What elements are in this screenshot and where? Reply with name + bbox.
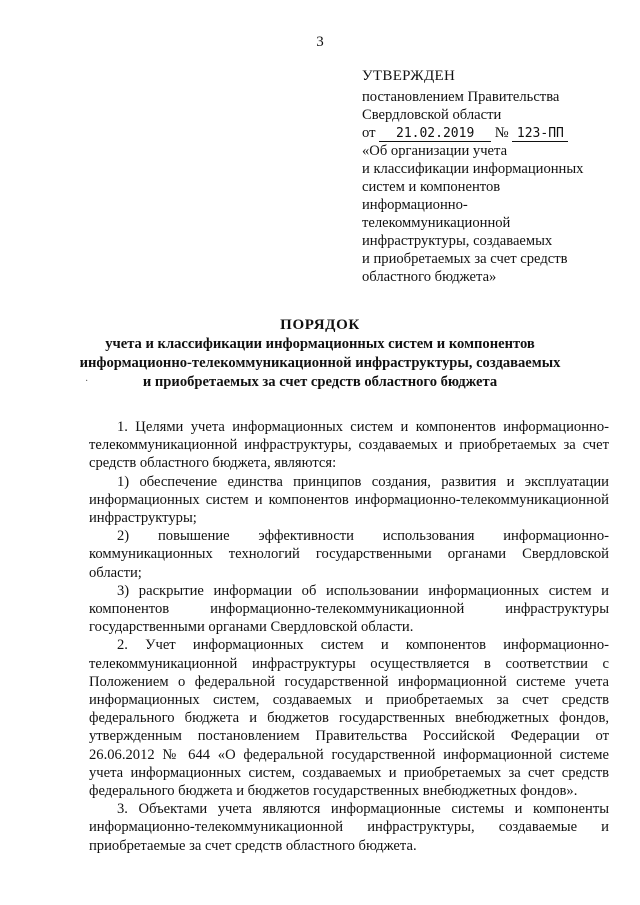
document-subtitle-line: и приобретаемых за счет средств областного бюджета — [142, 374, 498, 390]
approval-subject-line: и классификации информационных — [362, 161, 584, 177]
scan-mark: · — [85, 376, 89, 387]
paragraph: 3) раскрытие информации об использовании информационных систем и компонентов информационно-телекоммуникационной инфраструктуры государственными органами Свердловской области. — [89, 582, 609, 636]
approval-title: УТВЕРЖДЕН — [362, 68, 456, 84]
approval-subject-line: телекоммуникационной — [362, 215, 511, 231]
document-subtitle-line: информационно-телекоммуникационной инфраструктуры, создаваемых — [79, 355, 561, 371]
paragraph: 2) повышение эффективности использования информационно-коммуникационных технологий государственными органами Свердловской области; — [89, 528, 609, 581]
approval-date-line — [362, 124, 602, 142]
document-body — [89, 418, 609, 855]
paragraph: 1. Целями учета информационных систем и компонентов информационно-телекоммуникационной инфраструктуры, создаваемых и приобретаемых за счет средств областного бюджета, являются: — [89, 419, 609, 472]
paragraph: 2. Учет информационных систем и компонентов информационно-телекоммуникационной инфраструктуры осуществляется в соответствии с Положением о федеральной государственной информационной системе учета информационных систем, создаваемых и приобретаемых за счет средств федерального бюджета и бюджетов государственных внебюджетных фондов, утвержденным постановлением Правительства Российской Федерации от 26.06.2012 № 644 «О федеральной государственной информационной системе учета информационных систем, создаваемых и приобретаемых за счет средств федерального бюджета и бюджетов государственных внебюджетных фондов». — [89, 637, 609, 800]
approval-number: 123-ПП — [512, 126, 568, 142]
approval-line: постановлением Правительства — [362, 89, 560, 105]
date-prefix: от — [362, 125, 376, 141]
approval-subject-line: инфраструктуры, создаваемых — [362, 233, 553, 249]
document-heading — [0, 316, 640, 392]
approval-subject-line: систем и компонентов — [362, 179, 501, 195]
approval-subject-line: «Об организации учета — [362, 143, 508, 159]
paragraph: 1) обеспечение единства принципов создания, развития и эксплуатации информационных систем и компонентов информационно-телекоммуникационной инфраструктуры; — [89, 473, 609, 527]
approval-line: Свердловской области — [362, 107, 502, 123]
page-number: 3 — [316, 34, 324, 50]
document-title: ПОРЯДОК — [280, 317, 360, 333]
number-prefix: № — [494, 125, 509, 141]
approval-block — [362, 67, 602, 286]
approval-date: 21.02.2019 — [379, 126, 491, 142]
approval-subject-line: информационно- — [362, 197, 468, 213]
paragraph: 3. Объектами учета являются информационные системы и компоненты информационно-телекоммуникационной инфраструктуры, создаваемые и приобретаемые за счет средств областного бюджета. — [89, 801, 609, 854]
document-subtitle-line: учета и классификации информационных систем и компонентов — [105, 336, 535, 352]
approval-subject-line: и приобретаемых за счет средств — [362, 251, 568, 267]
approval-subject-line: областного бюджета» — [362, 269, 497, 285]
